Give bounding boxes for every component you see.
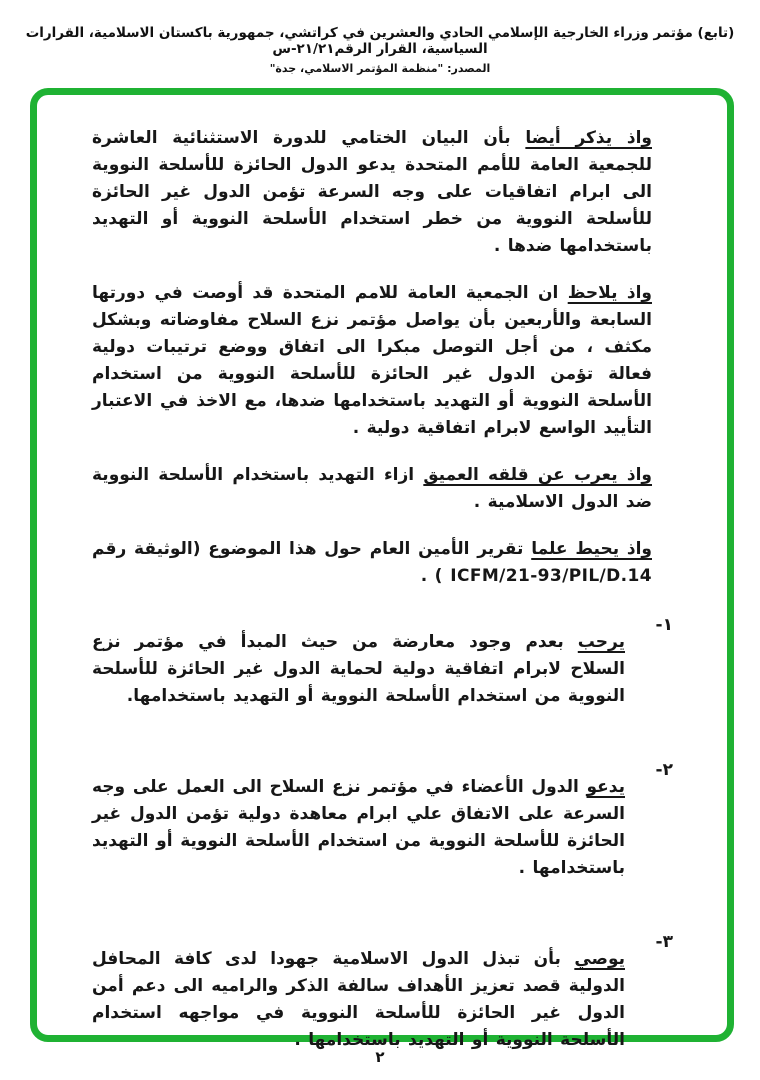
item-body-text: بعدم وجود معارضة من حيث المبدأ في مؤتمر نزع السلاح لابرام اتفاقية دولية لحماية الدول غير الحائزة للأسلحة النووية من استخدام الأسلحة النووية أو التهديد باستخدامها. xyxy=(92,632,625,706)
document-header xyxy=(0,25,760,75)
item-lead: يوصي xyxy=(574,949,625,969)
item-text xyxy=(92,629,625,710)
document-body xyxy=(37,95,727,1050)
page-number: ٢ xyxy=(375,1048,385,1066)
header-source: المصدر: "منظمة المؤتمر الاسلامي، جدة" xyxy=(269,62,491,75)
item-number: ١- xyxy=(655,615,673,635)
header-title: (تابع) مؤتمر وزراء الخارجية الإسلامي الحادي والعشرين في كراتشي، جمهورية باكستان الاسلامية، القرارات السياسية، القرار الرقم٢١/٢١-س xyxy=(25,25,735,57)
paragraph-lead: واذ يعرب عن قلقه العميق xyxy=(423,465,652,485)
paragraph-lead: واذ يذكر أيضا xyxy=(525,128,652,148)
green-content-frame xyxy=(30,88,734,1050)
preamble-paragraph-4 xyxy=(92,536,652,590)
item-body-text: بأن تبذل الدول الاسلامية جهودا لدى كافة المحافل الدولية قصد تعزيز الأهداف سالفة الذكر والراميه الى دعم أمن الدول غير الحائزة للأسلحة النووية في مواجهه استخدام الأسلحة النووية أو التهديد باستخدامها . xyxy=(92,949,625,1050)
paragraph-text: تقرير الأمين العام حول هذا الموضوع (الوثيقة رقم ICFM/21-93/PIL/D.14 ) . xyxy=(92,539,652,586)
item-lead: يدعو xyxy=(586,777,625,797)
paragraph-text: ازاء التهديد باستخدام الأسلحة النووية ضد الدول الاسلامية . xyxy=(92,465,652,512)
resolution-item-1 xyxy=(92,612,673,727)
paragraph-text: ان الجمعية العامة للامم المتحدة قد أوصت في دورتها السابعة والأربعين بأن يواصل مؤتمر نزع السلاح مفاوضاته وبشكل مكثف ، من أجل التوصل مبكرا الى اتفاق ووضع ترتيبات دولية فعالة تؤمن الدول غير الحائزة للأسلحة النووية من استخدام الأسلحة النووية أو التهديد باستخدامها ضدها، مع الاخذ في الاعتبار التأييد الواسع لابرام اتفاقية دولية . xyxy=(92,283,652,438)
item-text xyxy=(92,774,625,882)
item-text xyxy=(92,946,625,1054)
item-lead: يرحب xyxy=(577,632,625,652)
paragraph-text: بأن البيان الختامي للدورة الاستثنائية العاشرة للجمعية العامة للأمم المتحدة يدعو الدول الحائزة للأسلحة النووية الى ابرام اتفاقيات على وجه السرعة تؤمن الدول غير الحائزة للأسلحة النووية من خطر استخدام الأسلحة النووية أو التهديد باستخدامها ضدها . xyxy=(92,128,652,256)
preamble-paragraph-1 xyxy=(92,125,652,260)
resolution-item-2 xyxy=(92,757,673,899)
item-number: ٢- xyxy=(655,760,673,780)
paragraph-lead: واذ يحيط علما xyxy=(531,539,652,559)
preamble-paragraph-2 xyxy=(92,280,652,442)
preamble-paragraph-3 xyxy=(92,462,652,516)
item-number: ٣- xyxy=(655,932,673,952)
item-body-text: الدول الأعضاء في مؤتمر نزع السلاح الى العمل على وجه السرعة على الاتفاق علي ابرام معاهدة دولية تؤمن الدول غير الحائزة للأسلحة النووية من استخدام الأسلحة النووية أو التهديد باستخدامها . xyxy=(92,777,625,878)
paragraph-lead: واذ يلاحظ xyxy=(567,283,652,303)
